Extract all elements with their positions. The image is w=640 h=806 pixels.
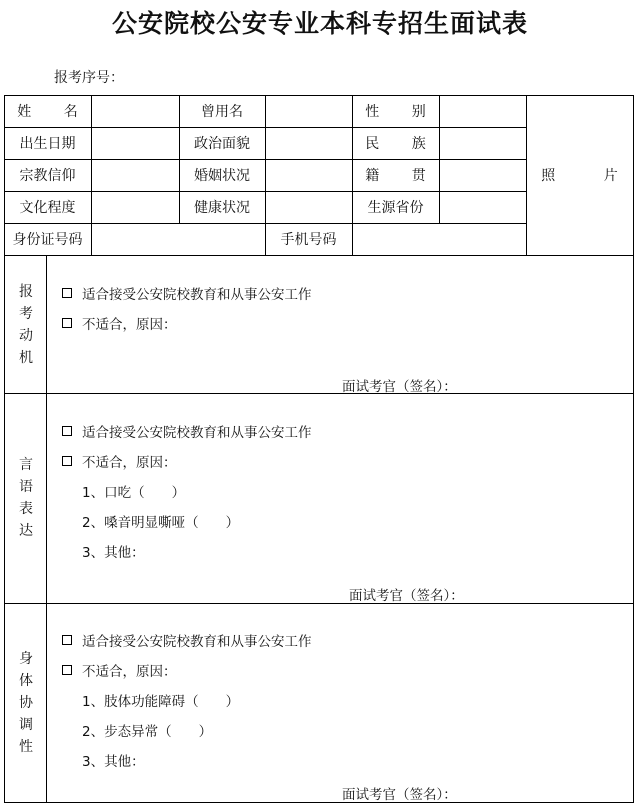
label-marital-status: 婚姻状况 — [194, 168, 250, 184]
option-unsuitable[interactable]: 不适合，原因： — [62, 313, 177, 333]
option-suitable[interactable]: 适合接受公安院校教育和从事公安工作 — [62, 283, 312, 303]
field-education[interactable] — [92, 192, 179, 223]
reason-item: 1、口吃（ ） — [82, 485, 186, 501]
option-suitable[interactable]: 适合接受公安院校教育和从事公安工作 — [62, 630, 312, 650]
label-native-place: 籍 贯 — [365, 168, 440, 184]
reason-item: 1、肢体功能障碍（ ） — [82, 694, 240, 710]
reason-item: 2、嗓音明显嘶哑（ ） — [82, 515, 240, 531]
checkbox-icon[interactable] — [62, 288, 72, 298]
photo-box: 照 片 — [541, 168, 640, 184]
serial-number-label: 报考序号： — [54, 70, 124, 86]
reason-item: 3、其他： — [82, 545, 145, 561]
section-label-motivation: 报 考 动 机 — [19, 284, 33, 366]
field-health-status[interactable] — [266, 192, 352, 223]
checkbox-icon[interactable] — [62, 635, 72, 645]
label-origin-province: 生源省份 — [367, 200, 424, 216]
reason-item: 3、其他： — [82, 754, 145, 770]
checkbox-icon[interactable] — [62, 665, 72, 675]
label-former-name: 曾用名 — [201, 104, 243, 120]
examiner-signature-label: 面试考官（签名）： — [349, 588, 464, 604]
label-religion: 宗教信仰 — [19, 168, 76, 184]
option-suitable[interactable]: 适合接受公安院校教育和从事公安工作 — [62, 421, 312, 441]
field-former-name[interactable] — [266, 96, 352, 127]
field-native-place[interactable] — [440, 160, 526, 191]
label-ethnicity: 民 族 — [365, 136, 440, 152]
examiner-signature-label: 面试考官（签名）： — [342, 787, 457, 803]
field-religion[interactable] — [92, 160, 179, 191]
label-name: 姓 名 — [17, 104, 92, 120]
label-id-number: 身份证号码 — [12, 232, 83, 248]
label-phone-number: 手机号码 — [280, 232, 337, 248]
label-political-status: 政治面貌 — [194, 136, 250, 152]
section-label-speech: 言 语 表 达 — [19, 457, 33, 539]
reason-item: 2、步态异常（ ） — [82, 724, 213, 740]
checkbox-icon[interactable] — [62, 456, 72, 466]
label-health-status: 健康状况 — [194, 200, 250, 216]
field-marital-status[interactable] — [266, 160, 352, 191]
checkbox-icon[interactable] — [62, 426, 72, 436]
field-id-number[interactable] — [92, 224, 265, 255]
section-label-coordination: 身 体 协 调 性 — [19, 651, 33, 755]
field-origin-province[interactable] — [440, 192, 526, 223]
field-birth-date[interactable] — [92, 128, 179, 159]
interview-form-table — [4, 95, 640, 803]
checkbox-icon[interactable] — [62, 318, 72, 328]
option-unsuitable[interactable]: 不适合，原因： — [62, 660, 177, 680]
label-birth-date: 出生日期 — [19, 136, 76, 152]
field-political-status[interactable] — [266, 128, 352, 159]
label-gender: 性 别 — [365, 104, 440, 120]
form-title: 公安院校公安专业本科专招生面试表 — [111, 9, 528, 38]
option-unsuitable[interactable]: 不适合，原因： — [62, 451, 177, 471]
label-education: 文化程度 — [19, 200, 76, 216]
field-name[interactable] — [92, 96, 179, 127]
field-ethnicity[interactable] — [440, 128, 526, 159]
field-gender[interactable] — [440, 96, 526, 127]
examiner-signature-label: 面试考官（签名）： — [342, 379, 457, 395]
field-phone-number[interactable] — [353, 224, 526, 255]
